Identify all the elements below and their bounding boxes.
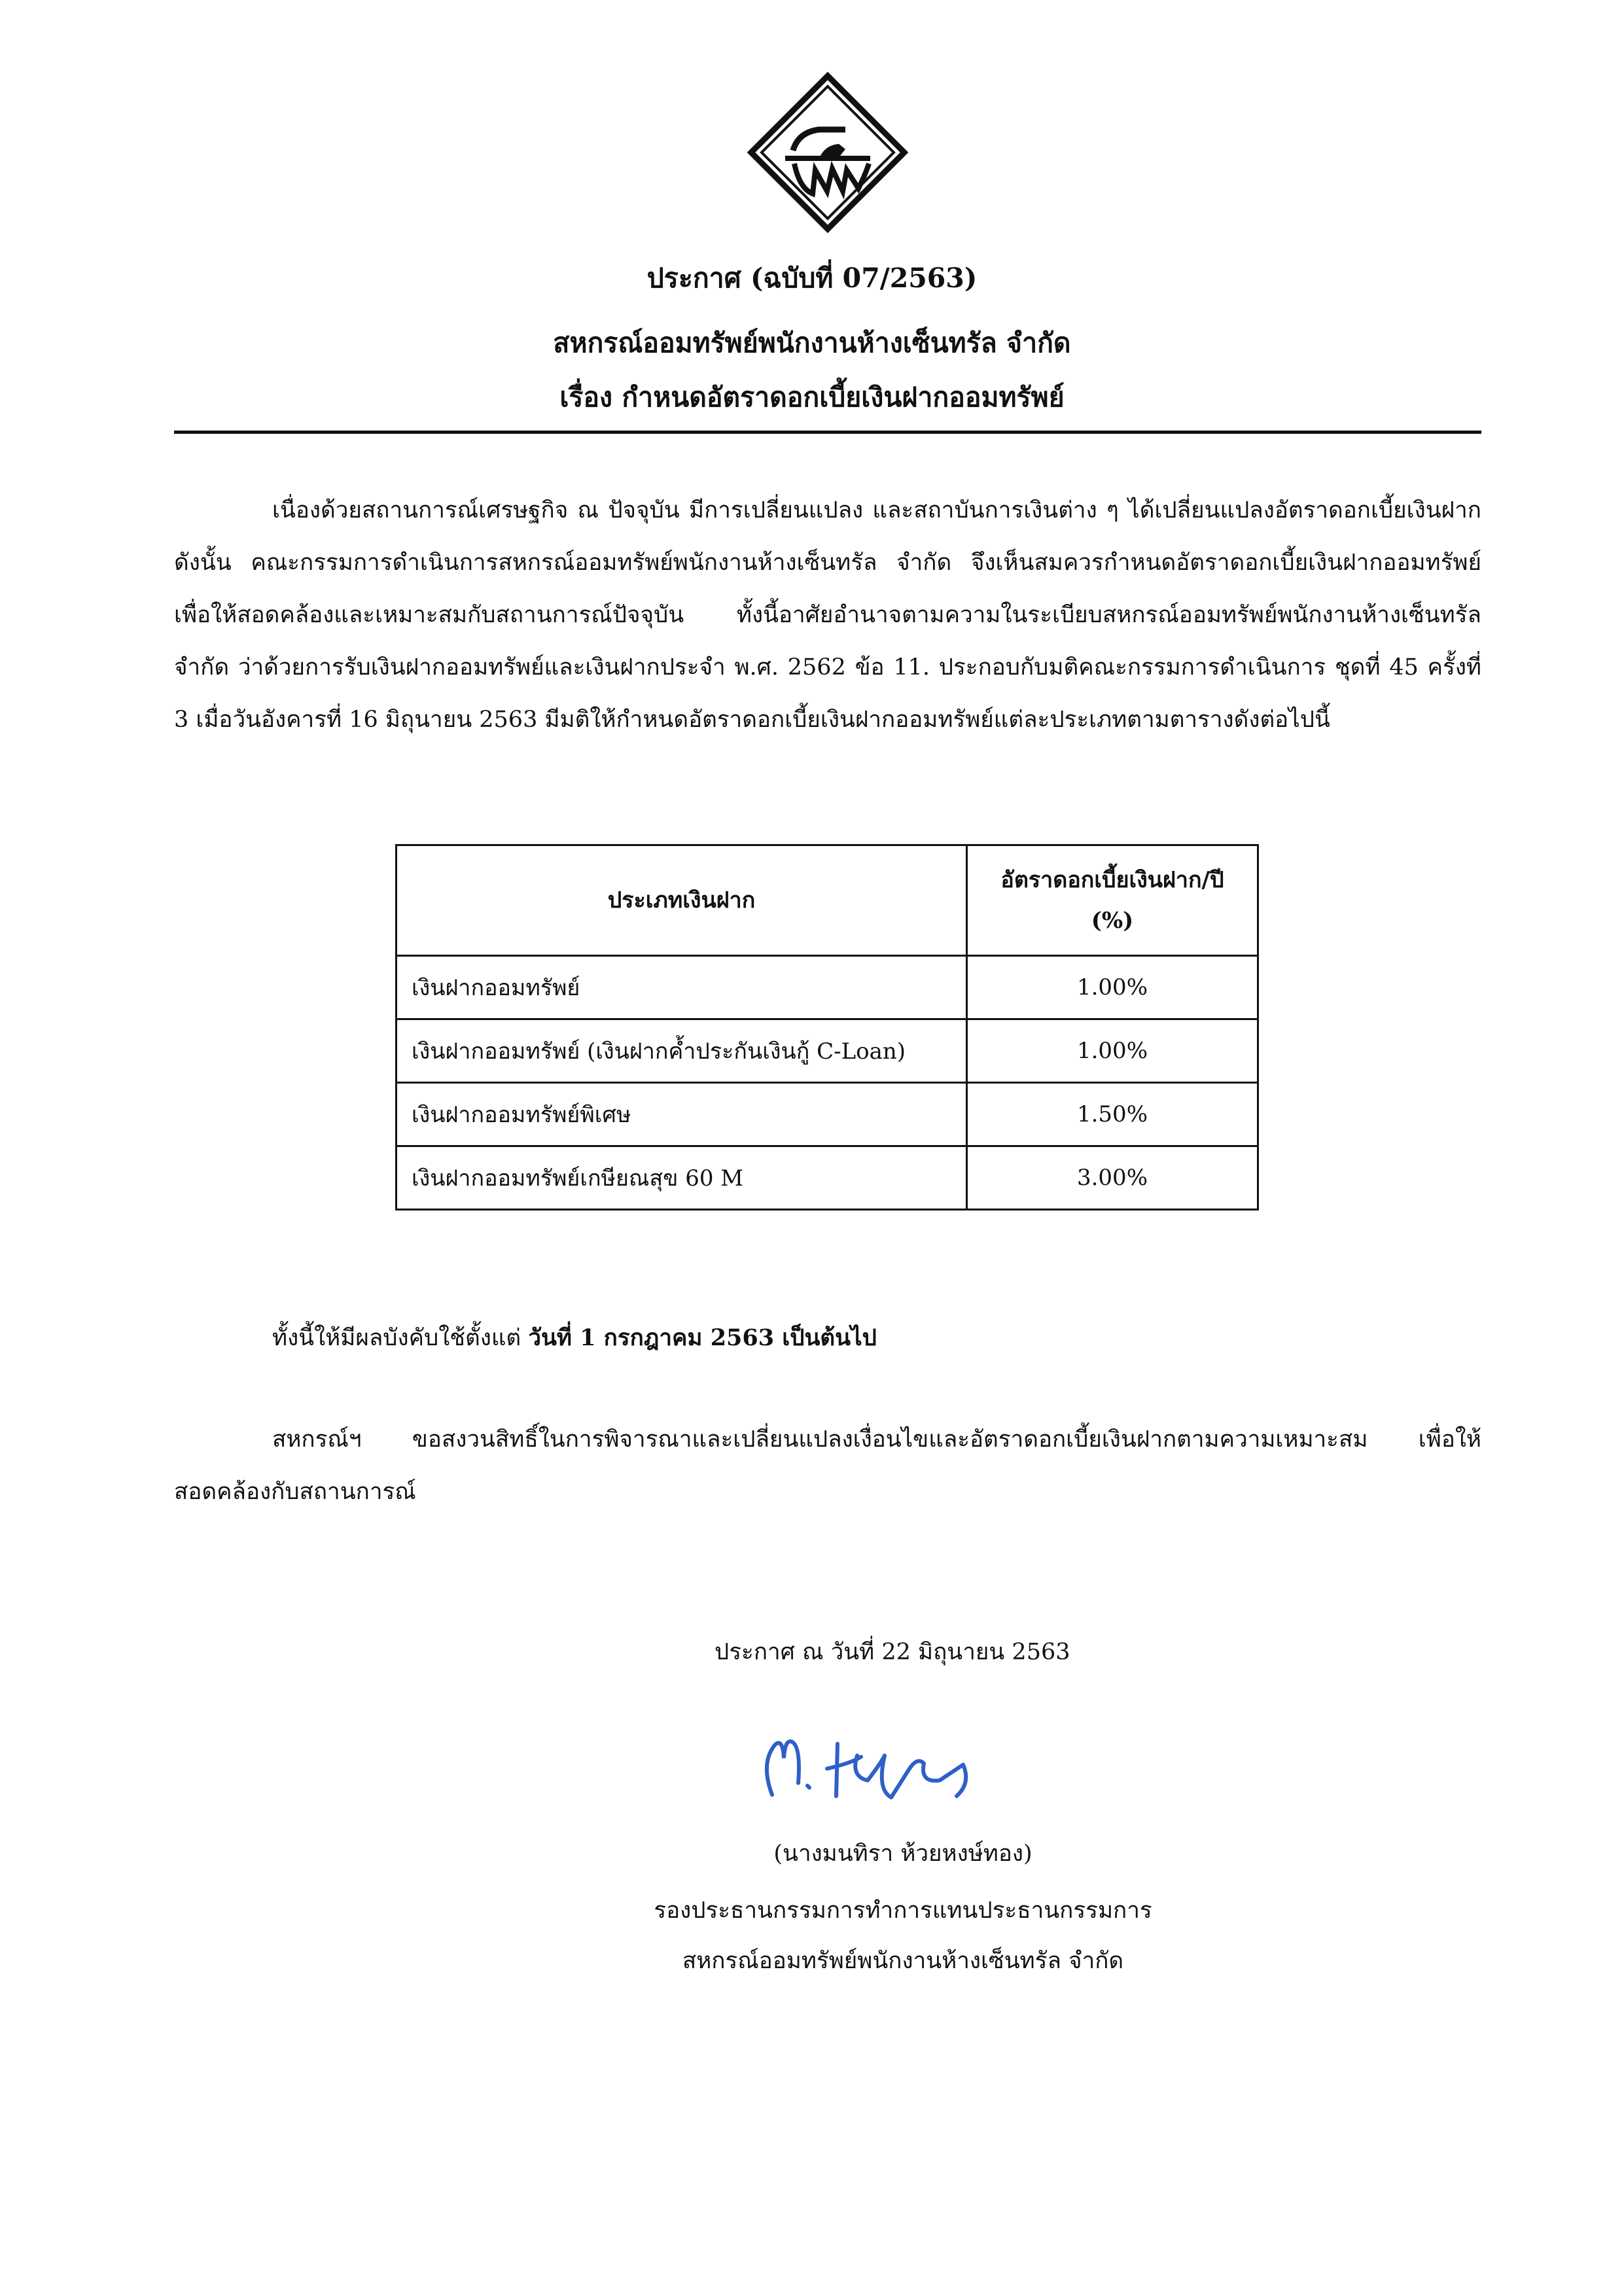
table-row [397,1083,1258,1146]
interest-rate-cell: 1.00% [967,956,1258,1019]
intro-paragraph: เนื่องด้วยสถานการณ์เศรษฐกิจ ณ ปัจจุบัน มีการเปลี่ยนแปลง และสถาบันการเงินต่าง ๆ ได้เปลี่ยนแปลงอัตราดอกเบี้ยเงินฝาก ดังนั้น คณะกรรมการดำเนินการสหกรณ์ออมทรัพย์พนักงานห้างเซ็นทรัล จำกัด จึงเห็นสมควรกำหนดอัตราดอกเบี้ยเงินฝากออมทรัพย์เพื่อให้สอดคล้องและเหมาะสมกับสถานการณ์ปัจจุบัน ทั้งนี้อาศัยอำนาจตามความในระเบียบสหกรณ์ออมทรัพย์พนักงานห้างเซ็นทรัล จำกัด ว่าด้วยการรับเงินฝากออมทรัพย์และเงินฝากประจำ พ.ศ. 2562 ข้อ 11. ประกอบกับมติคณะกรรมการดำเนินการ ชุดที่ 45 ครั้งที่ 3 เมื่อวันอังคารที่ 16 มิถุนายน 2563 มีมติให้กำหนดอัตราดอกเบี้ยเงินฝากออมทรัพย์แต่ละประเภทตามตารางดังต่อไปนี้ [174,497,1481,733]
announcement-title: ประกาศ (ฉบับที่ 07/2563) [646,262,978,294]
interest-rate-table [395,844,1259,1210]
interest-rate-header-unit: (%) [1091,908,1134,934]
table-row [397,1146,1258,1210]
deposit-type-cell: เงินฝากออมทรัพย์ [397,956,967,1019]
interest-rate-header [967,845,1258,956]
header-divider [174,431,1481,434]
table-header-row [397,845,1258,956]
effective-date: วันที่ 1 กรกฎาคม 2563 เป็นต้นไป [528,1324,877,1351]
announcement-date: ประกาศ ณ วันที่ 22 มิถุนายน 2563 [715,1639,1070,1665]
deposit-type-cell: เงินฝากออมทรัพย์ (เงินฝากค้ำประกันเงินกู้ C-Loan) [397,1019,967,1083]
organization-name: สหกรณ์ออมทรัพย์พนักงานห้างเซ็นทรัล จำกัด [553,327,1071,359]
deposit-type-cell: เงินฝากออมทรัพย์เกษียณสุข 60 M [397,1146,967,1210]
interest-rate-header-label: อัตราดอกเบี้ยเงินฝาก/ปี [1000,867,1224,893]
signer-organization: สหกรณ์ออมทรัพย์พนักงานห้างเซ็นทรัล จำกัด [682,1948,1124,1974]
interest-rate-cell: 1.50% [967,1083,1258,1146]
effective-date-prefix: ทั้งนี้ให้มีผลบังคับใช้ตั้งแต่ [272,1325,521,1351]
reservation-paragraph: สหกรณ์ฯ ขอสงวนสิทธิ์ในการพิจารณาและเปลี่ยนแปลงเงื่อนไขและอัตราดอกเบี้ยเงินฝากตามความเหมาะสม เพื่อให้สอดคล้องกับสถานการณ์ [174,1426,1481,1505]
table-row [397,956,1258,1019]
cooperative-logo-icon [747,72,908,233]
deposit-type-cell: เงินฝากออมทรัพย์พิเศษ [397,1083,967,1146]
announcement-subject: เรื่อง กำหนดอัตราดอกเบี้ยเงินฝากออมทรัพย์ [559,381,1065,413]
signature-image [746,1718,1008,1816]
interest-rate-cell: 1.00% [967,1019,1258,1083]
effective-date-line [272,1318,877,1358]
table-row [397,1019,1258,1083]
signer-name: (นางมนทิรา ห้วยหงษ์ทอง) [773,1841,1033,1867]
deposit-type-header: ประเภทเงินฝาก [397,845,967,956]
signer-position: รองประธานกรรมการทำการแทนประธานกรรมการ [654,1898,1152,1924]
interest-rate-cell: 3.00% [967,1146,1258,1210]
